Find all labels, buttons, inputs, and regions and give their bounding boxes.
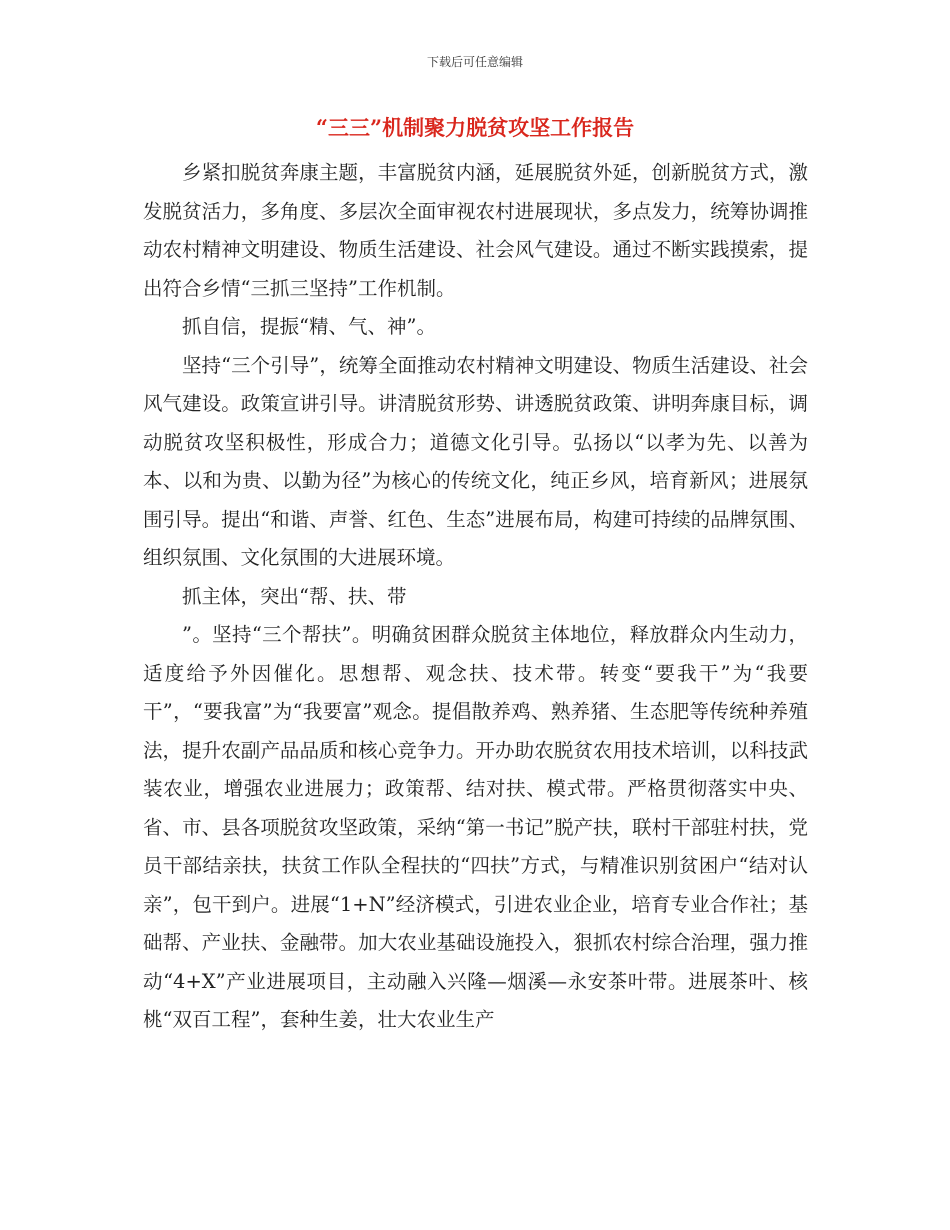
section-heading-subject: 抓主体，突出“帮、扶、带 — [182, 584, 407, 608]
page-header-note: 下载后可任意编辑 — [426, 55, 523, 69]
document-title: “三三”机制聚力脱贫攻坚工作报告 — [315, 115, 635, 140]
paragraph-three-assistance: ”。坚持“三个帮扶”。明确贫困群众脱贫主体地位，释放群众内生动力，适度给予外因催化。思想帮、观念扶、技术带。转变“要我干”为“我要干”，“要我富”为“我要富”观念。提倡散养鸡、熟养猪、生态肥等传统种养殖法，提升农副产品品质和核心竞争力。开办助农脱贫农用技术培训，以科技武装农业，增强农业进展力；政策帮、结对扶、模式带。严格贯彻落实中央、省、市、县各项脱贫攻坚政策，采纳“第一书记”脱产扶，联村干部驻村扶，党员干部结亲扶，扶贫工作队全程扶的“四扶”方式，与精准识别贫困户“结对认亲”，包干到户。进展“1+N”经济模式，引进农业企业，培育专业合作社；基础帮、产业扶、金融带。加大农业基础设施投入，狠抓农村综合治理，强力推动“4+X”产业进展项目，主动融入兴隆—烟溪—永安茶叶带。进展茶叶、核桃“双百工程”，套种生姜，壮大农业生产 — [143, 623, 808, 1031]
paragraph-three-guidance: 坚持“三个引导”，统筹全面推动农村精神文明建设、物质生活建设、社会风气建设。政策宣讲引导。讲清脱贫形势、讲透脱贫政策、讲明奔康目标，调动脱贫攻坚积极性，形成合力；道德文化引导。弘扬以“以孝为先、以善为本、以和为贵、以勤为径”为核心的传统文化，纯正乡风，培育新风；进展氛围引导。提出“和谐、声誉、红色、生态”进展布局，构建可持续的品牌氛围、组织氛围、文化氛围的大进展环境。 — [143, 353, 808, 569]
document-body — [143, 154, 808, 1040]
paragraph-intro: 乡紧扣脱贫奔康主题，丰富脱贫内涵，延展脱贫外延，创新脱贫方式，激发脱贫活力，多角度、多层次全面审视农村进展现状，多点发力，统筹协调推动农村精神文明建设、物质生活建设、社会风气建设。通过不断实践摸索，提出符合乡情“三抓三坚持”工作机制。 — [143, 161, 808, 300]
section-heading-confidence: 抓自信，提振“精、气、神”。 — [182, 315, 436, 338]
